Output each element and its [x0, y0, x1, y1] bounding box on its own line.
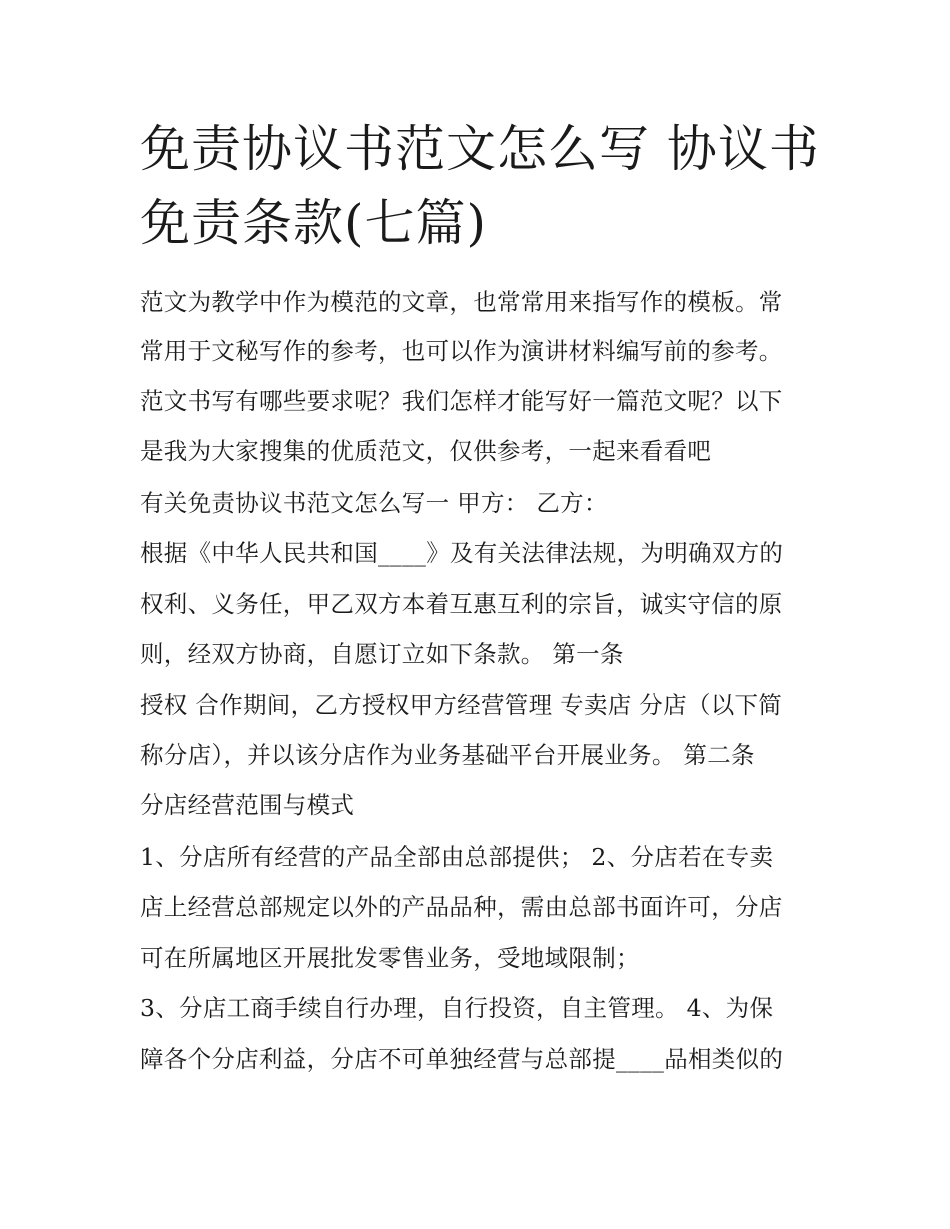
- body-line: 分店经营范围与模式: [140, 791, 355, 819]
- section-heading: 有关免责协议书范文怎么写一 甲方： 乙方：: [140, 489, 608, 517]
- body-line: 范文为教学中作为模范的文章，也常常用来指写作的模板。常: [140, 288, 783, 316]
- body-line: 1、分店所有经营的产品全部由总部提供； 2、分店若在专卖: [140, 843, 774, 871]
- body-line: 则，经双方协商，自愿订立如下条款。 第一条: [140, 640, 624, 668]
- body-line: 常用于文秘写作的参考，也可以作为演讲材料编写前的参考。: [140, 337, 783, 365]
- body-line: 范文书写有哪些要求呢？我们怎样才能写好一篇范文呢？以下: [140, 387, 783, 415]
- body-line: 根据《中华人民共和国____》及有关法律法规，为明确双方的: [140, 539, 784, 567]
- title-line: 免责协议书范文怎么写 协议书: [140, 120, 820, 178]
- body-line: 店上经营总部规定以外的产品品种，需由总部书面许可，分店: [140, 893, 783, 921]
- body-line: 障各个分店利益，分店不可单独经营与总部提____品相类似的: [140, 1045, 784, 1073]
- title-line: 免责条款(七篇): [140, 194, 488, 252]
- body-line: 称分店），并以该分店作为业务基础平台开展业务。 第二条: [140, 741, 755, 769]
- body-line: 是我为大家搜集的优质范文，仅供参考，一起来看看吧: [140, 437, 712, 465]
- body-line: 3、分店工商手续自行办理，自行投资，自主管理。 4、为保: [140, 994, 774, 1022]
- body-line: 权利、义务任，甲乙双方本着互惠互利的宗旨，诚实守信的原: [140, 590, 783, 618]
- document-title: [140, 112, 820, 260]
- body-line: 可在所属地区开展批发零售业务，受地域限制；: [140, 944, 640, 972]
- body-line: 授权 合作期间，乙方授权甲方经营管理 专卖店 分店（以下简: [140, 691, 783, 719]
